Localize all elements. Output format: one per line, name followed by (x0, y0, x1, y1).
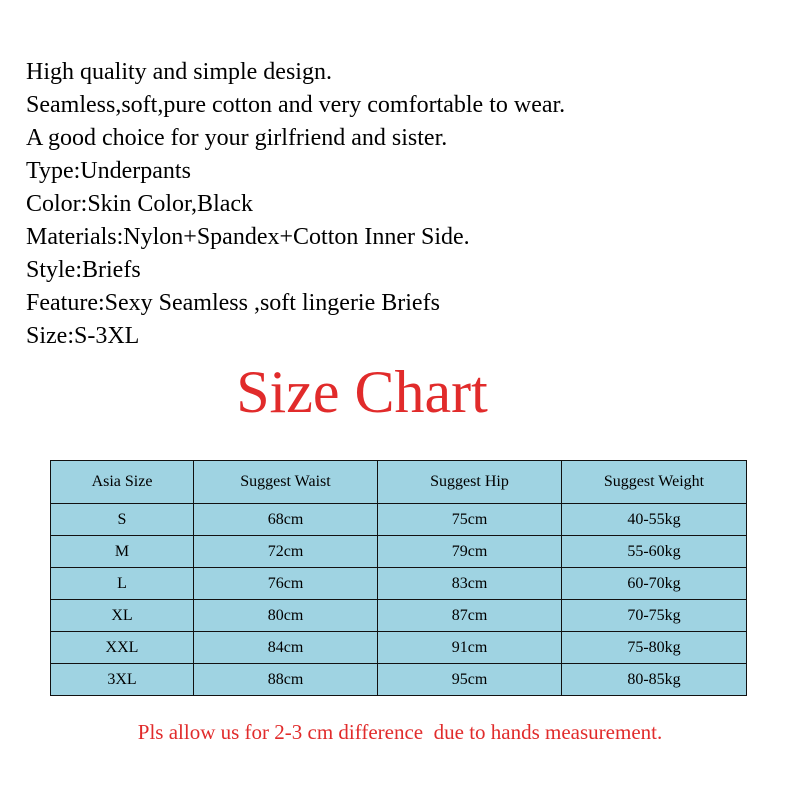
table-row (51, 632, 747, 664)
color-line: Color:Skin Color,Black (26, 191, 254, 217)
materials-line: Materials:Nylon+Spandex+Cotton Inner Side. (26, 224, 470, 250)
description-line: Seamless,soft,pure cotton and very comfortable to wear. (26, 92, 566, 118)
cell-hip: 95cm (378, 664, 562, 696)
cell-size: XXL (51, 632, 194, 664)
size-chart-table (50, 460, 747, 696)
cell-weight: 70-75kg (562, 600, 747, 632)
cell-waist: 68cm (194, 504, 378, 536)
cell-hip: 87cm (378, 600, 562, 632)
header-suggest-waist: Suggest Waist (194, 461, 378, 504)
feature-line: Feature:Sexy Seamless ,soft lingerie Briefs (26, 290, 440, 316)
cell-hip: 79cm (378, 536, 562, 568)
product-description (26, 56, 565, 353)
description-line: A good choice for your girlfriend and sister. (26, 125, 448, 151)
table-row (51, 664, 747, 696)
cell-weight: 80-85kg (562, 664, 747, 696)
size-chart-title: Size Chart (236, 359, 488, 425)
table-row (51, 568, 747, 600)
cell-weight: 55-60kg (562, 536, 747, 568)
cell-weight: 60-70kg (562, 568, 747, 600)
description-line: High quality and simple design. (26, 59, 332, 85)
cell-size: S (51, 504, 194, 536)
cell-size: M (51, 536, 194, 568)
cell-weight: 40-55kg (562, 504, 747, 536)
cell-size: L (51, 568, 194, 600)
table-row (51, 504, 747, 536)
cell-weight: 75-80kg (562, 632, 747, 664)
size-range-line: Size:S-3XL (26, 323, 140, 349)
cell-hip: 91cm (378, 632, 562, 664)
style-line: Style:Briefs (26, 257, 141, 283)
cell-size: XL (51, 600, 194, 632)
type-line: Type:Underpants (26, 158, 191, 184)
cell-waist: 88cm (194, 664, 378, 696)
cell-waist: 80cm (194, 600, 378, 632)
measurement-note: Pls allow us for 2-3 cm difference due to hands measurement. (137, 720, 663, 744)
cell-hip: 83cm (378, 568, 562, 600)
cell-waist: 72cm (194, 536, 378, 568)
table-row (51, 600, 747, 632)
cell-size: 3XL (51, 664, 194, 696)
cell-waist: 84cm (194, 632, 378, 664)
header-suggest-hip: Suggest Hip (378, 461, 562, 504)
cell-waist: 76cm (194, 568, 378, 600)
table-row (51, 536, 747, 568)
cell-hip: 75cm (378, 504, 562, 536)
header-suggest-weight: Suggest Weight (562, 461, 747, 504)
header-asia-size: Asia Size (51, 461, 194, 504)
table-header-row (51, 461, 747, 504)
